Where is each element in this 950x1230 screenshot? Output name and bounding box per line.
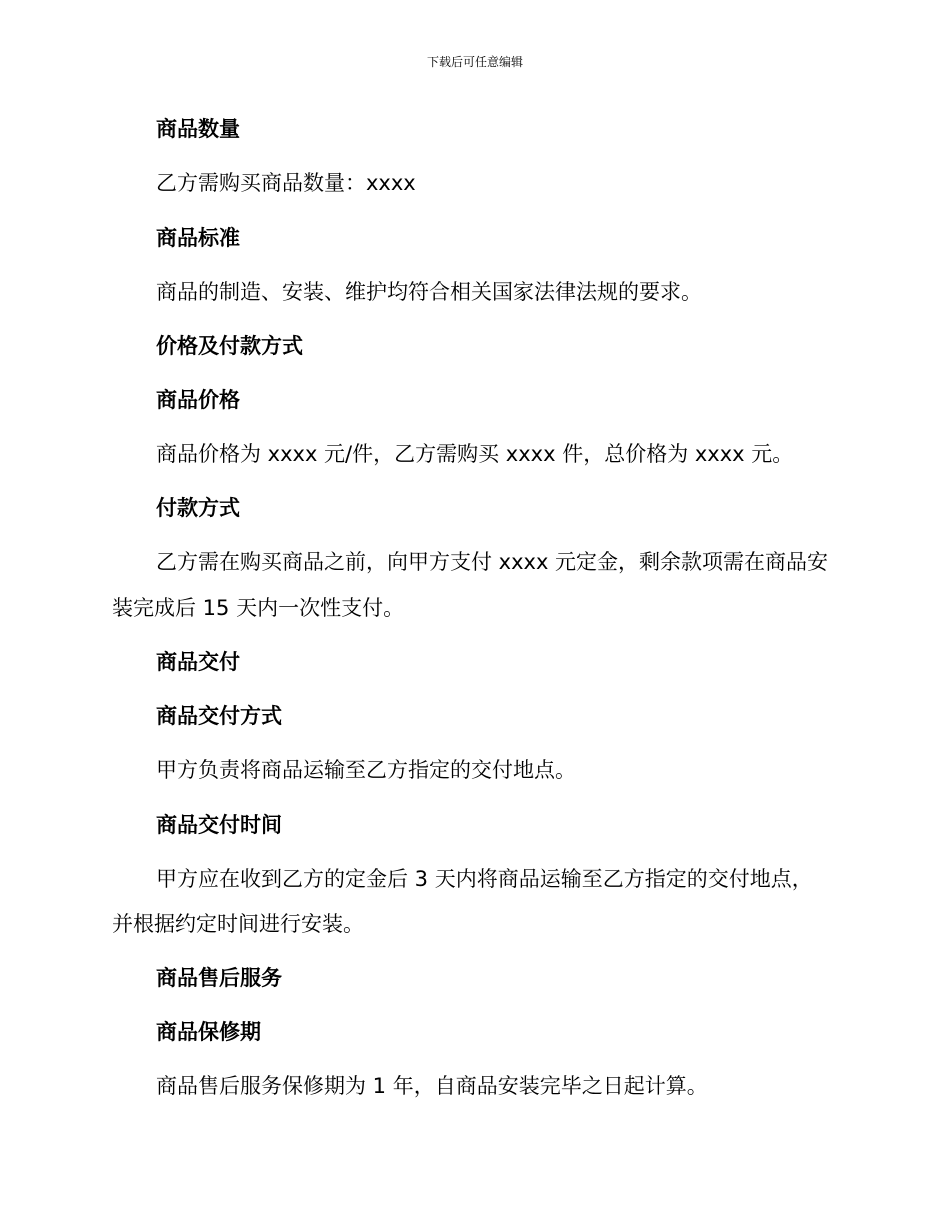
section-heading: 商品交付方式 xyxy=(156,704,282,728)
section-heading: 商品售后服务 xyxy=(156,966,282,990)
page-header: 下载后可任意编辑 xyxy=(426,55,523,69)
section-heading: 商品数量 xyxy=(156,117,240,141)
section-heading: 商品标准 xyxy=(156,226,240,250)
section-heading: 商品交付 xyxy=(156,650,240,674)
section-heading: 商品价格 xyxy=(156,388,240,412)
paragraph-line: 乙方需在购买商品之前，向甲方支付 xxxx 元定金，剩余款项需在商品安 xyxy=(156,550,829,574)
section-heading: 付款方式 xyxy=(156,496,240,520)
paragraph-line: 甲方应在收到乙方的定金后 3 天内将商品运输至乙方指定的交付地点， xyxy=(156,867,813,891)
section-heading: 商品保修期 xyxy=(156,1020,261,1044)
paragraph-line: 商品售后服务保修期为 1 年，自商品安装完毕之日起计算。 xyxy=(156,1074,708,1098)
paragraph-line: 商品价格为 xxxx 元/件，乙方需购买 xxxx 件，总价格为 xxxx 元。 xyxy=(156,442,794,466)
paragraph-line: 并根据约定时间进行安装。 xyxy=(112,912,364,936)
section-heading: 价格及付款方式 xyxy=(156,334,303,358)
section-heading: 商品交付时间 xyxy=(156,813,282,837)
paragraph-line: 乙方需购买商品数量：xxxx xyxy=(156,171,416,195)
paragraph-line: 商品的制造、安装、维护均符合相关国家法律法规的要求。 xyxy=(156,280,702,304)
paragraph-line: 装完成后 15 天内一次性支付。 xyxy=(112,596,405,620)
paragraph-line: 甲方负责将商品运输至乙方指定的交付地点。 xyxy=(156,758,576,782)
